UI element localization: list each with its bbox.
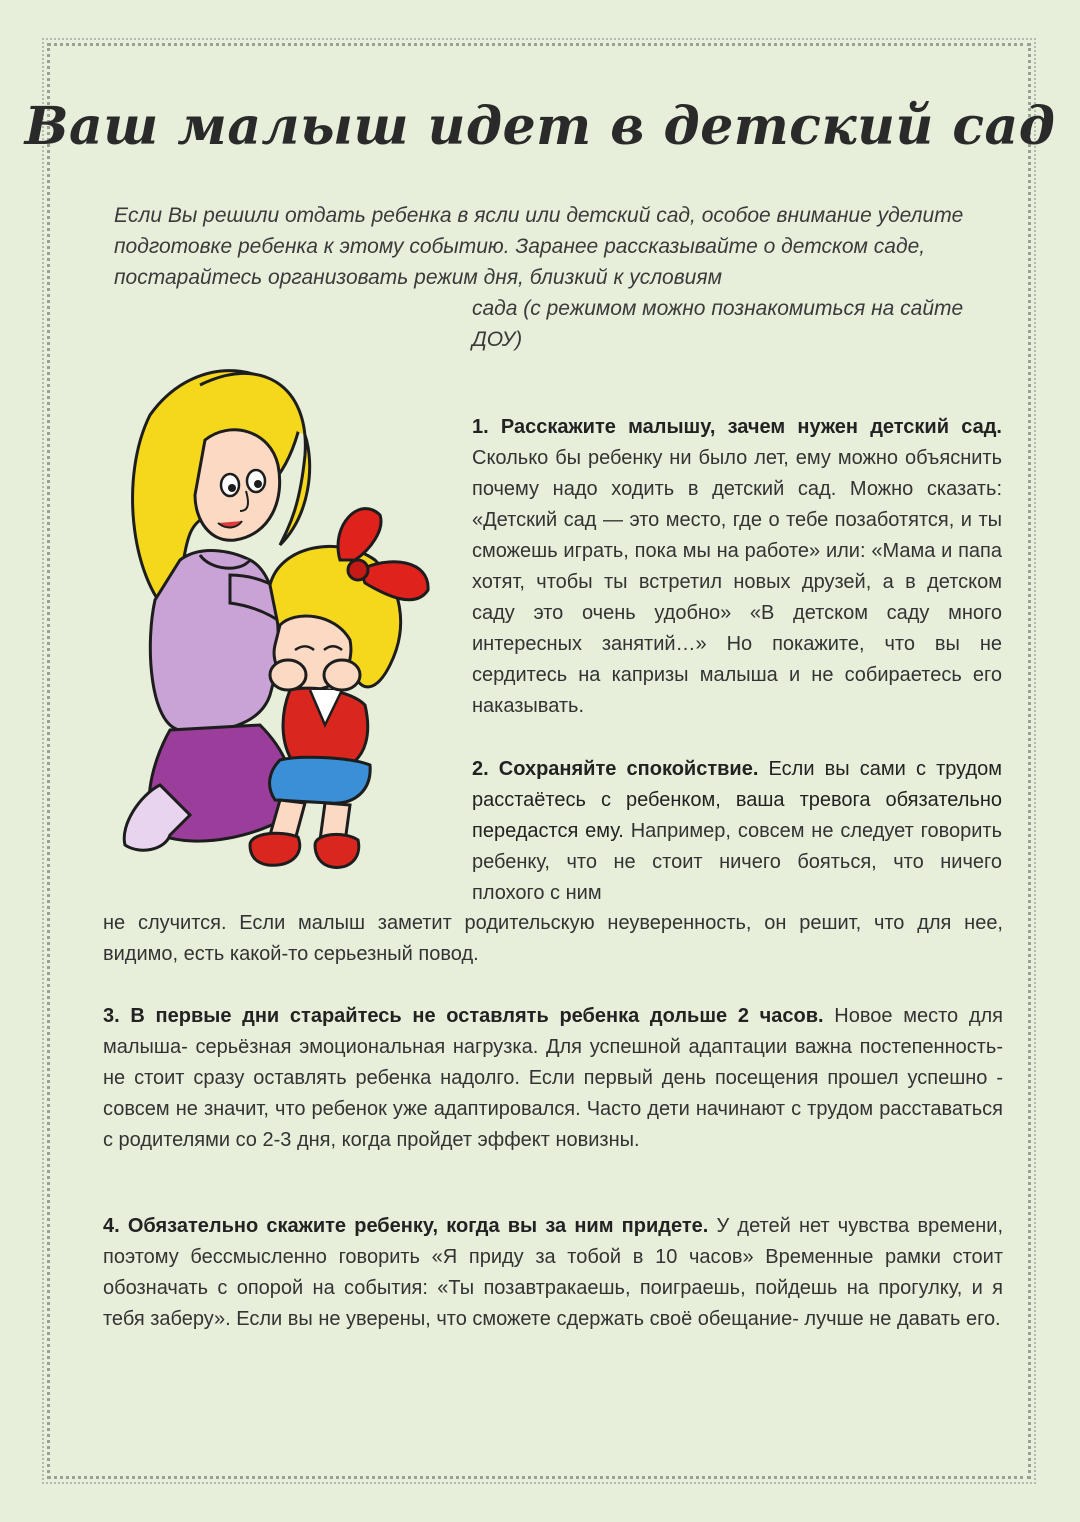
tip-1-heading: 1. Расскажите малышу, зачем нужен детский сад.: [472, 416, 1002, 438]
intro-paragraph-tail: сада (с режимом можно познакомиться на сайте ДОУ): [472, 297, 964, 351]
tip-2-text: Например, совсем не следует говорить ребенку, что не стоит ничего бояться, что ничего плохого с ним: [472, 820, 1003, 904]
tip-4-heading: 4. Обязательно скажите ребенку, когда вы за ним придете.: [103, 1215, 709, 1237]
page-title: Ваш малыш идет в детский сад: [24, 96, 1056, 157]
tip-1: [472, 412, 1002, 722]
tip-3-heading: 3. В первые дни старайтесь не оставлять ребенка дольше 2 часов.: [103, 1005, 824, 1027]
tip-2-lead: Если вы сами с трудом расстаётесь с ребенком, ваша тревога обязательно передастся ему.: [472, 758, 1003, 842]
mother-child-illustration: [110, 345, 460, 885]
tip-2-heading: 2. Сохраняйте спокойствие.: [472, 758, 759, 780]
tip-4-text: У детей нет чувства времени, поэтому бессмысленно говорить «Я приду за тобой в 10 часов» Временные рамки стоит обозначать с опорой на события: «Ты позавтракаешь, поиграешь, пойдешь на прогулку, и я тебя заберу». Если вы не уверены, что сможете сдержать своё обещание- лучше не давать его.: [103, 1215, 1004, 1330]
tip-4: [103, 1211, 1003, 1335]
intro-paragraph: Если Вы решили отдать ребенка в ясли или детский сад, особое внимание уделите подготовке ребенка к этому событию. Заранее рассказывайте о детском саде, постарайтесь организовать режим дня, близкий к условиям: [114, 204, 964, 289]
tip-3: [103, 1001, 1003, 1156]
tip-2: [472, 754, 1002, 909]
tip-3-text: Новое место для малыша- серьёзная эмоциональная нагрузка. Для успешной адаптации важна постепенность- не стоит сразу оставлять ребенка надолго. Если первый день посещения прошел успешно - совсем не значит, что ребенок уже адаптировался. Часто дети начинают с трудом расставаться с родителями со 2-3 дня, когда пройдет эффект новизны.: [103, 1005, 1003, 1151]
tip-2-continuation: не случится. Если малыш заметит родительскую неуверенность, он решит, что для нее, видимо, есть какой-то серьезный повод.: [103, 912, 1003, 965]
tip-1-text: Сколько бы ребенку ни было лет, ему можно объяснить почему надо ходить в детский сад. Можно сказать: «Детский сад — это место, где о тебе позаботятся, и ты сможешь играть, пока мы на работе» или: «Мама и папа хотят, чтобы ты встретил новых друзей, а в детском саду это очень удобно» «В детском саду много интересных занятий…» Но покажите, что вы не сердитесь на капризы малыша и не собираетесь его наказывать.: [472, 447, 1002, 717]
